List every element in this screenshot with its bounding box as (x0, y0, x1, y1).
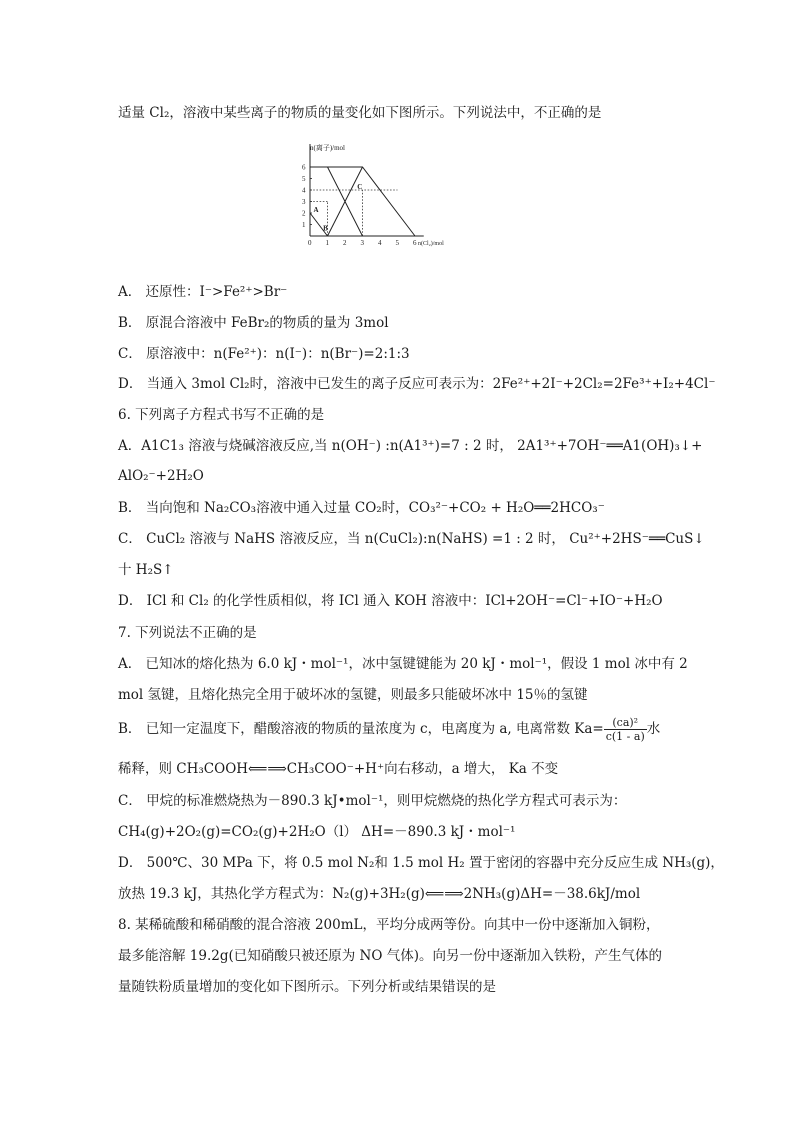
ka-denominator: c(1 - a) (605, 730, 645, 743)
y-tick-label: 1 (302, 221, 306, 229)
x-tick-label: 6 (413, 239, 417, 247)
x-tick-label: 4 (378, 239, 382, 247)
ka-fraction (604, 716, 647, 743)
y-tick-label: 4 (302, 186, 306, 195)
q6-stem: 6. 下列离子方程式书写不正确的是 (118, 407, 325, 423)
point-label: B (323, 224, 328, 233)
y-tick-label: 6 (302, 163, 306, 172)
y-tick-label: 5 (302, 175, 306, 183)
q7-option-d-line1: D． 500℃、30 MPa 下，将 0.5 mol N₂和 1.5 mol H₂ 置于密闭的容器中充分反应生成 NH₃(g)， (118, 855, 724, 871)
q7-option-b-tail: 水 (646, 721, 661, 737)
q7-option-c-line2: CH₄(g)+2O₂(g)=CO₂(g)+2H₂O（l） ΔH=－890.3 kJ・mol⁻¹ (118, 824, 516, 840)
ka-numerator: (ca)² (604, 716, 647, 730)
q6-option-a-line2: AlO₂⁻+2H₂O (118, 468, 204, 484)
q6-option-a-line1: A．A1C1₃ 溶液与烧碱溶液反应,当 n(OH⁻) :n(A1³⁺)=7 : 2 时， 2A1³⁺+7OH⁻══A1(OH)₃↓+ (118, 438, 703, 454)
q7-option-b-line1 (118, 716, 660, 743)
q8-line3: 量随铁粉质量增加的变化如下图所示。下列分析或结果错误的是 (118, 979, 496, 995)
y-axis-title: n(离子)/mol (310, 144, 345, 152)
q6-option-c-line1: C． CuCl₂ 溶液与 NaHS 溶液反应，当 n(CuCl₂):n(NaHS) =1 : 2 时， Cu²⁺+2HS⁻══CuS↓ (118, 531, 705, 547)
y-tick-label: 3 (302, 198, 306, 206)
q7-stem: 7. 下列说法不正确的是 (118, 625, 257, 641)
q8-line2: 最多能溶解 19.2g(已知硝酸只被还原为 NO 气体)。向另一份中逐渐加入铁粉，产生气体的 (118, 948, 662, 964)
x-tick-label: 5 (395, 239, 399, 247)
ion-amount-chart-svg (296, 140, 466, 252)
q5-option-c: C． 原溶液中：n(Fe²⁺)：n(I⁻)：n(Br⁻)=2:1:3 (118, 346, 410, 362)
q7-option-a-line1: A． 已知冰的熔化热为 6.0 kJ・mol⁻¹，冰中氢键键能为 20 kJ・mol⁻¹，假设 1 mol 冰中有 2 (118, 656, 688, 672)
q7-option-b-line2: 稀释，则 CH₃COOH⟸⟹CH₃COO⁻+H⁺向右移动，a 增大， Ka 不变 (118, 761, 559, 777)
q6-option-d: D． ICl 和 Cl₂ 的化学性质相似，将 ICl 通入 KOH 溶液中：ICl+2OH⁻=Cl⁻+IO⁻+H₂O (118, 593, 663, 609)
q5-stem: 适量 Cl₂，溶液中某些离子的物质的量变化如下图所示。下列说法中，不正确的是 (118, 105, 602, 121)
ion-amount-chart (296, 140, 466, 252)
point-label: C (357, 182, 363, 191)
q7-option-d-line2: 放热 19.3 kJ，其热化学方程式为：N₂(g)+3H₂(g)⟸⟹2NH₃(g)ΔH=－38.6kJ/mol (118, 886, 641, 902)
x-axis-title: n(Cl₂)/mol (418, 241, 444, 247)
q6-option-b: B． 当向饱和 Na₂CO₃溶液中通入过量 CO₂时，CO₃²⁻+CO₂ + H₂O══2HCO₃⁻ (118, 500, 605, 516)
x-tick-label: 1 (325, 239, 329, 247)
q7-option-a-line2: mol 氢键，且熔化热完全用于破坏冰的氢键，则最多只能破坏冰中 15％的氢键 (118, 687, 588, 703)
y-tick-label: 2 (302, 209, 306, 218)
x-tick-label: 0 (308, 239, 312, 247)
q8-line1: 8. 某稀硫酸和稀硝酸的混合溶液 200mL，平均分成两等份。向其中一份中逐渐加入铜粉， (118, 917, 660, 933)
q5-option-b: B． 原混合溶液中 FeBr₂的物质的量为 3mol (118, 315, 389, 331)
q7-option-b-text: B． 已知一定温度下，醋酸溶液的物质的量浓度为 c，电离度为 a, 电离常数 Ka= (118, 721, 604, 737)
q5-option-d: D． 当通入 3mol Cl₂时，溶液中已发生的离子反应可表示为：2Fe²⁺+2I⁻+2Cl₂=2Fe³⁺+I₂+4Cl⁻ (118, 376, 716, 392)
x-tick-label: 3 (360, 239, 364, 247)
q6-option-c-line2: 十 H₂S↑ (118, 562, 174, 578)
q5-option-a: A． 还原性：I⁻>Fe²⁺>Br⁻ (118, 284, 288, 300)
point-label: A (313, 205, 319, 214)
q7-option-c-line1: C． 甲烷的标准燃烧热为－890.3 kJ•mol⁻¹，则甲烷燃烧的热化学方程式可表示为： (118, 793, 627, 809)
x-tick-label: 2 (343, 239, 347, 247)
